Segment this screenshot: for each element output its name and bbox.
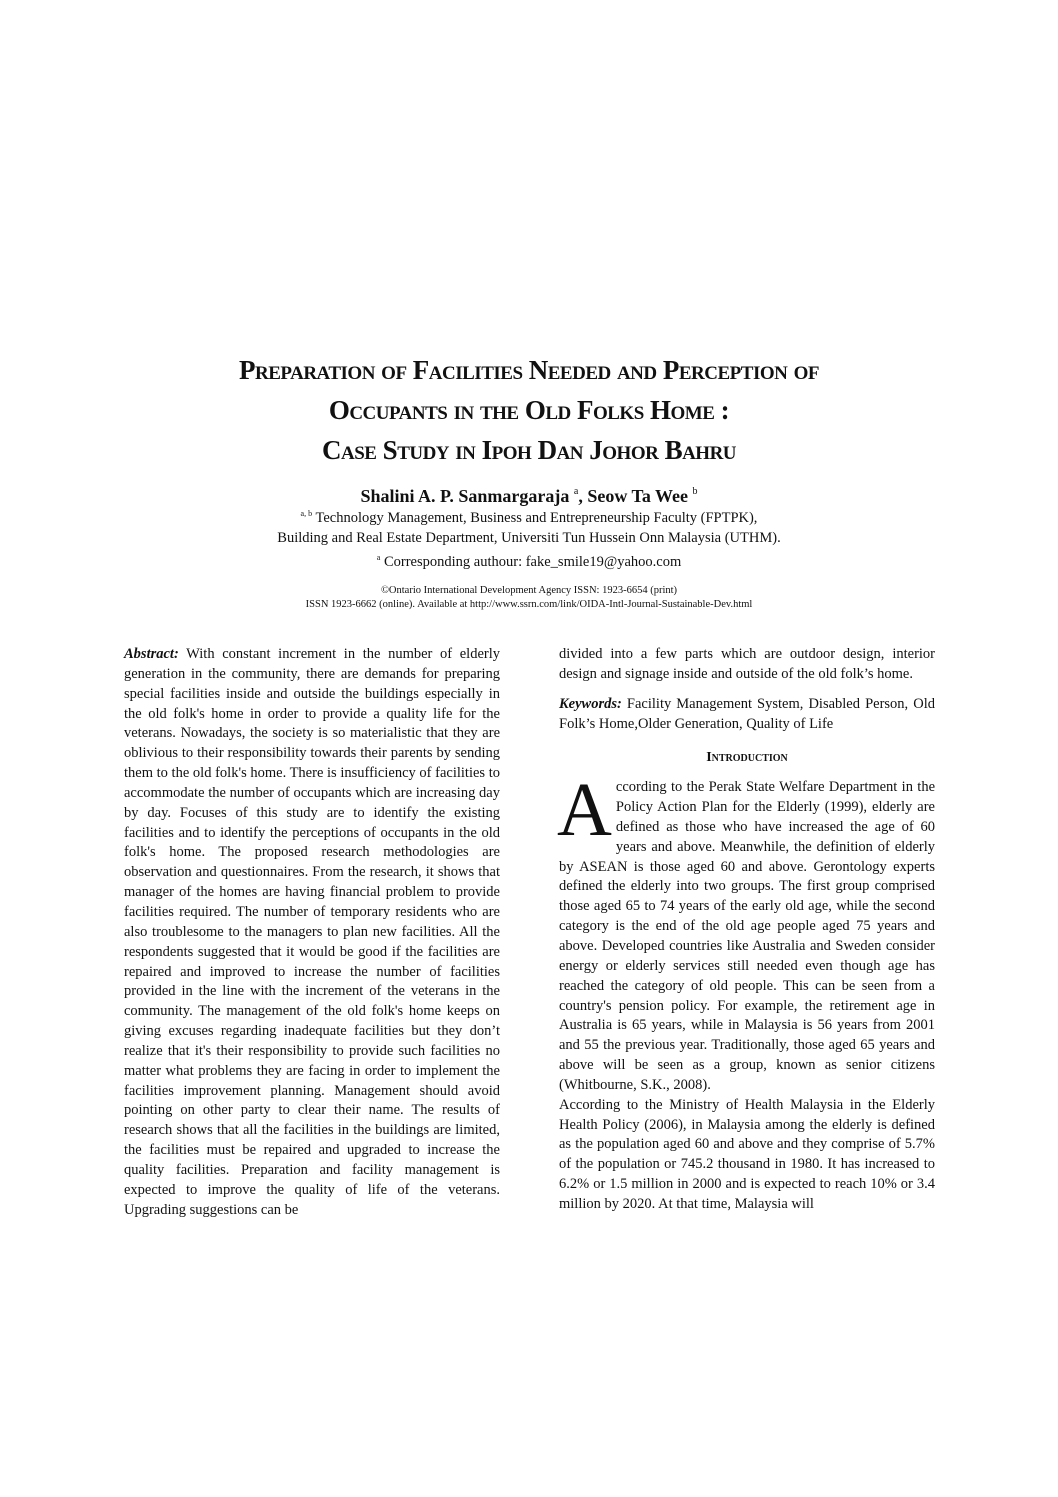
affiliation-mark: a	[376, 553, 381, 562]
introduction-paragraph: According to the Ministry of Health Malaysia in the Elderly Health Policy (2006), in Malaysia among the elderly is defined as the population aged 60 and above and they comprise of 5.7% of the population or 745.2 thousand in 1980. It has increased to 6.2% or 1.5 million in 2000 and is expected to reach 10% or 3.4 million by 2020. At that time, Malaysia will	[559, 1096, 935, 1212]
left-column	[124, 645, 500, 1220]
section-heading-introduction: Introduction	[706, 750, 788, 766]
keywords-text: Facility Management System, Disabled Person, Old Folk’s Home,Older Generation, Quality of Life	[559, 695, 935, 732]
drop-cap: A	[557, 768, 612, 853]
title-line-2: Occupants in the Old Folks Home :	[328, 395, 730, 425]
abstract-label: Abstract:	[124, 646, 179, 662]
abstract-text: With constant increment in the number of elderly generation in the community, there are demands for preparing special facilities inside and outside the buildings especially in the old folk's home in order to provide a quality life for the veterans. Nowadays, the society is so materialistic that they are oblivious to their responsibility towards their parents by sending them to the old folk's home. There is insufficiency of facilities to accommodate the number of occupants which are increasing day by day. Focuses of this study are to identify the existing facilities and to identify the perceptions of occupants in the old folk's home. The proposed research methodologies are observation and questionnaires. From the research, it shows that manager of the homes are having financial problem to provide facilities required. The number of temporary residents who are also troublesome to the managers to plan new facilities. All the respondents suggested that it would be good if the facilities are repaired and improved to increase the number of facilities provided in the line with the increment of the veterans in the community. The management of the old folk's home keeps on giving excuses regarding inadequate facilities but they don’t realize that it's their responsibility to provide such facilities no matter what problems they are facing in order to implement the facilities improvement planning. Management should avoid pointing on other party to clear their name. The results of research shows that all the facilities in the buildings are limited, the facilities must be repaired and upgraded to increase the quality facilities. Preparation and facility management is expected to improve the quality of life of the veterans. Upgrading suggestions can be	[124, 646, 500, 1218]
affiliation-line	[100, 504, 958, 528]
introduction-paragraph	[557, 768, 935, 1096]
title-line-3: Case Study in Ipoh Dan Johor Bahru	[321, 435, 737, 465]
corresponding-author-text: Corresponding authour: fake_smile19@yahoo.com	[380, 554, 682, 570]
author-separator: ,	[578, 486, 588, 506]
copyright-line: ISSN 1923-6662 (online). Available at http://www.ssrn.com/link/OIDA-Intl-Journal-Sustainable-Dev.html	[305, 599, 753, 610]
keywords-label: Keywords:	[559, 695, 622, 712]
author-name: Seow Ta Wee	[587, 486, 688, 506]
corresponding-author	[100, 548, 958, 572]
right-column	[559, 645, 935, 1215]
paper-title	[100, 350, 958, 470]
abstract-paragraph	[124, 645, 500, 1220]
affiliation-text: Technology Management, Business and Entrepreneurship Faculty (FPTPK),	[312, 510, 758, 526]
author-affiliation-mark: a	[573, 486, 579, 497]
affiliations	[100, 504, 958, 572]
introduction-text: ccording to the Perak State Welfare Department in the Policy Action Plan for the Elderly (1999), elderly are defined as those who have increased the age of 60 years and above. Meanwhile, the definition of elderly by ASEAN is those aged 60 and above. Gerontology experts defined the elderly into two groups. The first group comprised those aged 65 to 74 years of the early old age, while the second category is the end of the old age people aged 75 years and above. Developed countries like Australia and Sweden consider energy or elderly services still needed even though age has reached the category of old people. This can be seen from a country's pension policy. For example, the retirement age in Australia is 65 years, while in Malaysia is 56 years from 2001 and 55 the previous year. Traditionally, those aged 65 years and above will be seen as a group, known as senior citizens (Whitbourne, S.K., 2008).	[559, 779, 935, 1093]
copyright-line: ©Ontario International Development Agency ISSN: 1923-6654 (print)	[380, 585, 678, 596]
affiliation-mark: a, b	[300, 509, 313, 518]
keywords-paragraph	[559, 695, 935, 735]
affiliation-line: Building and Real Estate Department, Universiti Tun Hussein Onn Malaysia (UTHM).	[277, 530, 781, 546]
author-name: Shalini A. P. Sanmargaraja	[360, 486, 570, 506]
author-affiliation-mark: b	[692, 486, 698, 497]
title-line-1: Preparation of Facilities Needed and Perception of	[239, 355, 819, 385]
abstract-continuation: divided into a few parts which are outdoor design, interior design and signage inside and outside of the old folk’s home.	[559, 646, 935, 682]
copyright-notice	[100, 584, 958, 612]
